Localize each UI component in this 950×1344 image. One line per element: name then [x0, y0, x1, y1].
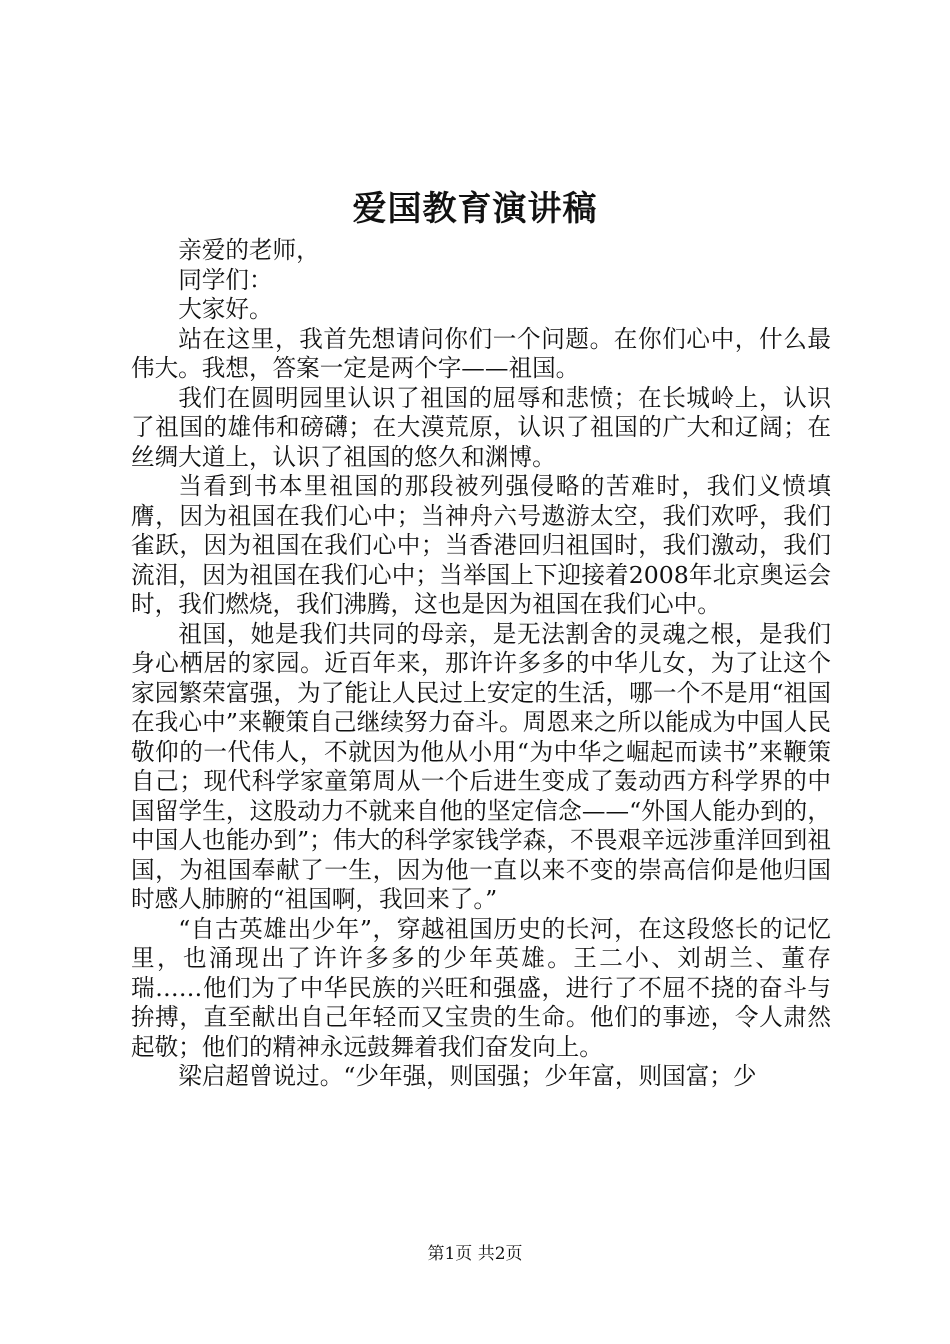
- paragraph-greeting: 大家好。: [178, 295, 273, 323]
- document-title: 爱国教育演讲稿: [352, 189, 598, 229]
- paragraph: 站在这里，我首先想请问你们一个问题。在你们心中，什么最伟大。我想，答案一定是两个字——祖国。: [131, 324, 831, 382]
- document-body: [131, 236, 831, 1092]
- paragraph: 祖国，她是我们共同的母亲，是无法割舍的灵魂之根，是我们身心栖居的家园。近百年来，那许许多多的中华儿女，为了让这个家园繁荣富强，为了能让人民过上安定的生活，哪一个不是用“祖国在我心中”来鞭策自己继续努力奋斗。周恩来之所以能成为中国人民敬仰的一代伟人，不就因为他从小用“为中华之崛起而读书”来鞭策自己；现代科学家童第周从一个后进生变成了轰动西方科学界的中国留学生，这股动力不就来自他的坚定信念——“外国人能办到的，中国人也能办到”；伟大的科学家钱学森，不畏艰辛远涉重洋回到祖国，为祖国奉献了一生，因为他一直以来不变的崇高信仰是他归国时感人肺腑的“祖国啊，我回来了。”: [131, 619, 831, 913]
- paragraph: “自古英雄出少年”，穿越祖国历史的长河，在这段悠长的记忆里，也涌现出了许许多多的少年英雄。王二小、刘胡兰、董存瑞……他们为了中华民族的兴旺和强盛，进行了不屈不挠的奋斗与拚搏，直至献出自己年轻而又宝贵的生命。他们的事迹，令人肃然起敬；他们的精神永远鼓舞着我们奋发向上。: [131, 914, 831, 1061]
- paragraph-salutation-students: 同学们：: [178, 265, 273, 294]
- paragraph: 梁启超曾说过。“少年强，则国强；少年富，则国富；少: [178, 1062, 757, 1090]
- paragraph-salutation-teachers: 亲爱的老师，: [178, 236, 320, 264]
- paragraph: 我们在圆明园里认识了祖国的屈辱和悲愤；在长城岭上，认识了祖国的雄伟和磅礴；在大漠荒原，认识了祖国的广大和辽阔；在丝绸大道上，认识了祖国的悠久和渊博。: [131, 383, 831, 471]
- page-footer: 第1页 共2页: [427, 1244, 523, 1264]
- paragraph: 当看到书本里祖国的那段被列强侵略的苦难时，我们义愤填膺，因为祖国在我们心中；当神舟六号遨游太空，我们欢呼，我们雀跃，因为祖国在我们心中；当香港回归祖国时，我们激动，我们流泪，因为祖国在我们心中；当举国上下迎接着2008年北京奥运会时，我们燃烧，我们沸腾，这也是因为祖国在我们心中。: [131, 472, 831, 618]
